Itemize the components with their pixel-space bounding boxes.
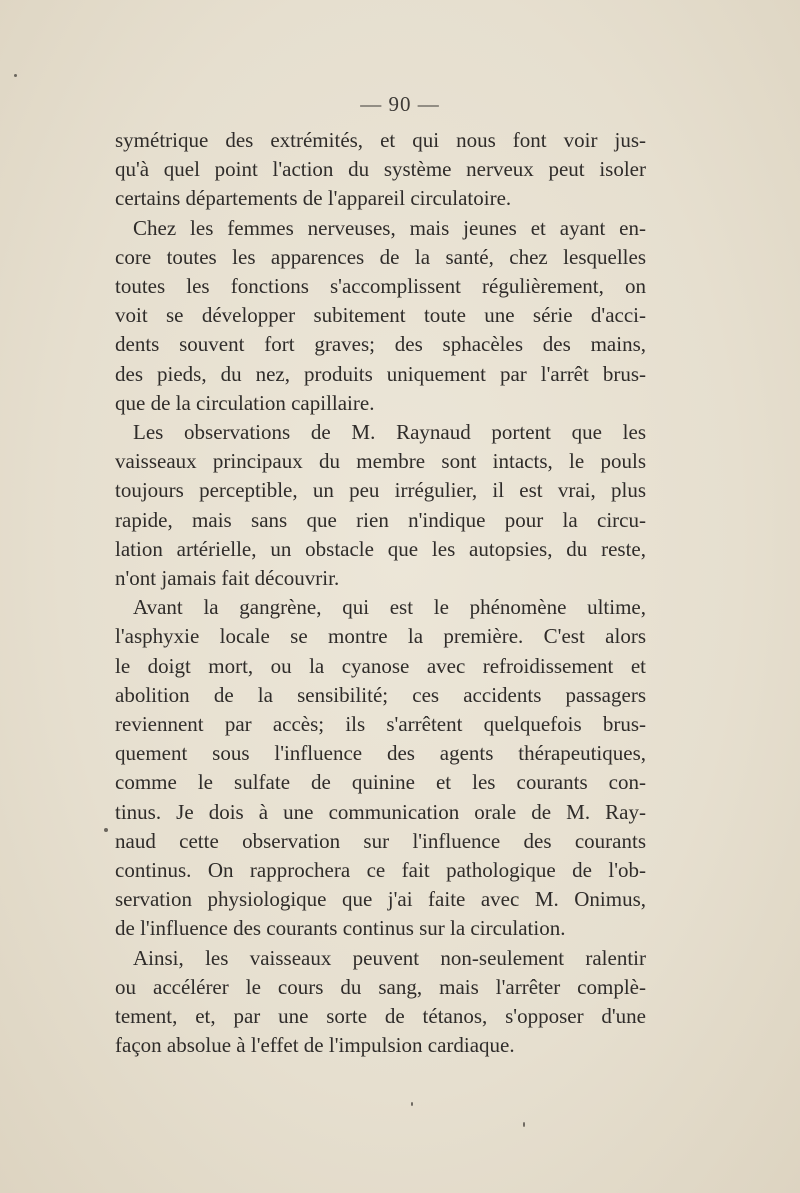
- paragraph-2: [115, 214, 646, 418]
- text-line: symétrique des extrémités, et qui nous font voir jus-: [115, 128, 646, 152]
- text-line: voit se développer subitement toute une série d'acci-: [115, 303, 646, 328]
- text-line: Les observations de M. Raynaud portent que les: [133, 420, 646, 445]
- text-line: façon absolue à l'effet de l'impulsion cardiaque.: [115, 1033, 515, 1058]
- text-line: ou accélérer le cours du sang, mais l'arrêter complè-: [115, 974, 646, 999]
- text-line: comme le sulfate de quinine et les courants con-: [115, 770, 646, 795]
- text-line: de l'influence des courants continus sur la circulation.: [115, 916, 566, 941]
- text-line: core toutes les apparences de la santé, chez lesquelles: [115, 244, 646, 269]
- text-line: reviennent par accès; ils s'arrêtent quelquefois brus-: [115, 712, 646, 737]
- paragraph-5: [115, 944, 646, 1061]
- text-line: lation artérielle, un obstacle que les autopsies, du reste,: [115, 536, 646, 561]
- text-line: n'ont jamais fait découvrir.: [115, 566, 340, 591]
- text-line: que de la circulation capillaire.: [115, 390, 375, 415]
- text-line: rapide, mais sans que rien n'indique pour la circu-: [115, 507, 646, 532]
- text-line: le doigt mort, ou la cyanose avec refroidissement et: [115, 653, 646, 678]
- text-line: continus. On rapprochera ce fait pathologique de l'ob-: [115, 858, 646, 883]
- text-line: Chez les femmes nerveuses, mais jeunes et ayant en-: [133, 215, 646, 240]
- paragraph-3: [115, 418, 646, 593]
- text-line: Ainsi, les vaisseaux peuvent non-seulement ralentir: [133, 945, 646, 970]
- text-line: toutes les fonctions s'accomplissent régulièrement, on: [115, 274, 646, 299]
- text-line: certains départements de l'appareil circulatoire.: [115, 186, 512, 211]
- paragraph-1: [115, 126, 646, 214]
- text-line: tinus. Je dois à une communication orale de M. Ray-: [115, 799, 646, 824]
- text-line: l'asphyxie locale se montre la première. C'est alors: [115, 624, 646, 649]
- paper-speck: [411, 1102, 413, 1106]
- paragraph-4: [115, 593, 646, 943]
- text-line: qu'à quel point l'action du système nerveux peut isoler: [115, 157, 646, 182]
- paper-speck: [14, 74, 17, 77]
- paper-speck: [104, 828, 108, 832]
- text-line: servation physiologique que j'ai faite avec M. Onimus,: [115, 887, 646, 912]
- text-line: tement, et, par une sorte de tétanos, s'opposer d'une: [115, 1004, 646, 1029]
- paper-speck: [523, 1122, 525, 1127]
- text-line: quement sous l'influence des agents thérapeutiques,: [115, 741, 646, 766]
- text-line: dents souvent fort graves; des sphacèles des mains,: [115, 332, 646, 357]
- text-line: des pieds, du nez, produits uniquement par l'arrêt brus-: [115, 361, 646, 386]
- text-line: Avant la gangrène, qui est le phénomène ultime,: [133, 595, 646, 620]
- text-line: vaisseaux principaux du membre sont intacts, le pouls: [115, 449, 646, 474]
- text-line: toujours perceptible, un peu irrégulier, il est vrai, plus: [115, 478, 646, 503]
- body-text: [115, 126, 646, 1061]
- page-number: — 90 —: [360, 92, 440, 116]
- text-line: naud cette observation sur l'influence des courants: [115, 828, 646, 853]
- text-line: abolition de la sensibilité; ces accidents passagers: [115, 682, 646, 707]
